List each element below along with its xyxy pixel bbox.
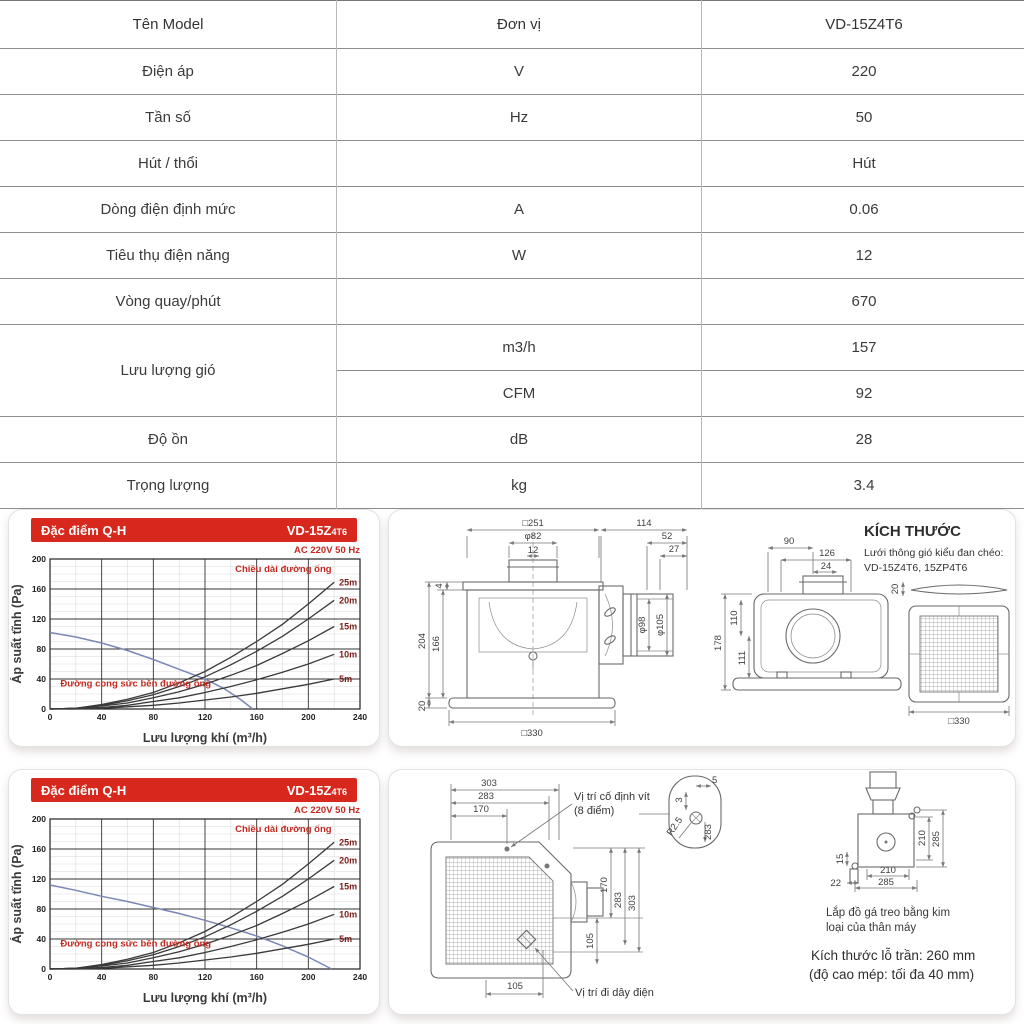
cards-area	[0, 497, 1024, 1024]
curve-label: 10m	[339, 909, 358, 920]
x-tick-label: 0	[47, 712, 53, 722]
row-label: Dòng điện định mức	[0, 187, 337, 233]
x-axis-title: Lưu lượng khí (m³/h)	[142, 991, 268, 1005]
curve-label: 5m	[339, 674, 353, 684]
x-tick-label: 160	[249, 712, 264, 722]
installation-drawing	[389, 770, 1015, 1014]
x-tick-label: 240	[352, 712, 368, 722]
dim-label-phi98: φ98	[637, 616, 648, 634]
row-unit: A	[337, 187, 702, 233]
x-tick-label: 200	[301, 972, 316, 982]
dimensions-title: KÍCH THƯỚC	[864, 523, 961, 540]
pipe-15m-curve	[50, 627, 334, 710]
x-tick-label: 40	[96, 972, 107, 982]
dim-label-top-170: 170	[473, 804, 489, 815]
row-label: Tiêu thụ điện năng	[0, 233, 337, 279]
row-label: Tần số	[0, 95, 337, 141]
bracket-dim-15: 15	[835, 853, 846, 865]
dim-label-110: 110	[729, 610, 740, 626]
chart-header-bar	[31, 778, 357, 802]
pipe-curve-annotation: Đường cong sức bền đường ống	[60, 938, 212, 950]
y-tick-label: 120	[31, 874, 46, 884]
row-value: 50	[702, 95, 1024, 141]
x-tick-label: 200	[301, 712, 316, 722]
y-tick-label: 200	[31, 554, 46, 564]
row-value: 28	[702, 417, 1024, 463]
qh-chart-card-2	[8, 769, 380, 1015]
curve-label: 10m	[339, 649, 358, 660]
dimensions-models: VD-15Z4T6, 15ZP4T6	[864, 562, 968, 574]
x-tick-label: 120	[197, 972, 213, 982]
dimensions-card	[388, 509, 1016, 747]
curve-label: 25m	[339, 837, 358, 848]
col-header-unit: Đơn vị	[496, 16, 541, 33]
row-unit	[337, 279, 702, 325]
y-axis-title: Áp suất tĩnh (Pa)	[10, 844, 24, 944]
table-row	[0, 187, 1024, 233]
qh-plot-2	[10, 803, 378, 1007]
row-value: 92	[702, 371, 1024, 417]
legend-title: Chiều dài đường ống	[235, 563, 332, 575]
row-value: Hút	[702, 141, 1024, 187]
dim-label-4: 4	[434, 583, 445, 589]
row-value: 12	[702, 233, 1024, 279]
row-label: Lưu lượng gió	[0, 325, 337, 417]
dim-label-phi105: φ105	[655, 613, 666, 637]
fan-curve-curve	[50, 885, 332, 969]
row-unit: dB	[337, 417, 702, 463]
table-row	[0, 417, 1024, 463]
curve-label: 20m	[339, 855, 358, 866]
qh-chart-card-1	[8, 509, 380, 747]
dim-label-114: 114	[636, 518, 652, 529]
row-unit: V	[337, 49, 702, 95]
dim-label-right-105: 105	[585, 933, 596, 949]
bracket-dim-right-285: 285	[931, 831, 942, 847]
y-tick-label: 160	[31, 584, 46, 594]
curve-label: 15m	[339, 881, 358, 892]
detail-dim-3: 3	[674, 797, 685, 803]
row-unit: m3/h	[337, 325, 702, 371]
table-row	[0, 279, 1024, 325]
dim-label-204: 204	[417, 633, 428, 649]
side-view-drawing	[417, 518, 687, 739]
y-tick-label: 80	[36, 904, 46, 914]
dim-label-24: 24	[820, 561, 832, 572]
dim-label-right-303: 303	[627, 895, 638, 911]
row-unit: Hz	[337, 95, 702, 141]
col-header-value: VD-15Z4T6	[702, 1, 1024, 49]
dim-label-grille-20: 20	[890, 583, 901, 595]
row-label: Điện áp	[0, 49, 337, 95]
dimensions-subtitle: Lưới thông gió kiểu đan chéo:	[864, 547, 1004, 559]
chart-model	[287, 783, 347, 798]
x-axis-title: Lưu lượng khí (m³/h)	[142, 731, 268, 745]
detail-dim-283: 283	[703, 824, 714, 840]
row-label: Trọng lượng	[0, 463, 337, 509]
dim-label-111: 111	[737, 650, 748, 666]
end-view-drawing	[713, 536, 901, 690]
dim-label-251: □251	[522, 518, 544, 529]
y-tick-label: 200	[31, 814, 46, 824]
dim-label-top-283: 283	[478, 791, 494, 802]
table-row	[0, 49, 1024, 95]
qh-plot-1	[10, 543, 378, 747]
dim-label-178: 178	[713, 635, 724, 651]
chart-condition: AC 220V 50 Hz	[293, 805, 360, 816]
ceiling-view-drawing	[431, 778, 654, 999]
dim-label-52: 52	[661, 531, 673, 542]
installation-card	[388, 769, 1016, 1015]
row-label: Độ ồn	[0, 417, 337, 463]
chart-model-sub: 4T6	[331, 786, 347, 797]
pipe-25m-curve	[50, 582, 334, 709]
x-tick-label: 240	[352, 972, 368, 982]
row-unit: CFM	[337, 371, 702, 417]
table-header-row	[0, 1, 1024, 49]
x-tick-label: 80	[148, 712, 159, 722]
x-tick-label: 40	[96, 712, 107, 722]
x-tick-label: 80	[148, 972, 159, 982]
pipe-15m-curve	[50, 887, 334, 970]
row-label: Hút / thổi	[0, 141, 337, 187]
row-unit	[337, 141, 702, 187]
chart-model-main: VD-15Z	[286, 522, 332, 538]
bracket-dim-bottom-285: 285	[878, 877, 894, 888]
chart-header-bar	[31, 518, 357, 542]
bracket-dim-22: 22	[830, 878, 841, 889]
dim-label-166: 166	[431, 636, 442, 652]
bracket-note-line2: loại của thân máy	[826, 922, 917, 934]
x-tick-label: 120	[197, 712, 213, 722]
table-row	[0, 95, 1024, 141]
row-value: 670	[702, 279, 1024, 325]
dim-label-grille-330: □330	[948, 716, 970, 727]
dim-label-20: 20	[417, 700, 428, 712]
curve-label: 20m	[339, 595, 358, 606]
chart-title: Đặc điểm Q-H	[41, 782, 127, 798]
dim-label-phi82: φ82	[524, 531, 542, 542]
table-row	[0, 233, 1024, 279]
screw-callout-line2: (8 điểm)	[574, 805, 615, 817]
table-row	[0, 141, 1024, 187]
x-tick-label: 160	[249, 972, 264, 982]
row-value: 157	[702, 325, 1024, 371]
row-value: 220	[702, 49, 1024, 95]
legend-title: Chiều dài đường ống	[235, 823, 332, 835]
detail-dim-5: 5	[712, 775, 718, 786]
y-tick-label: 160	[31, 844, 46, 854]
chart-model-main: VD-15Z	[286, 782, 332, 798]
chart-title: Đặc điểm Q-H	[41, 522, 127, 538]
ceiling-hole-note-line2: (độ cao mép: tối đa 40 mm)	[809, 967, 975, 982]
dim-label-top-303: 303	[481, 778, 497, 789]
grille-drawing	[890, 582, 1009, 727]
y-tick-label: 80	[36, 644, 46, 654]
y-tick-label: 40	[36, 674, 46, 684]
dimensions-drawing	[389, 510, 1015, 746]
dim-label-right-170: 170	[599, 877, 610, 893]
spec-table	[0, 0, 1024, 509]
bracket-dim-right-210: 210	[917, 830, 928, 846]
y-axis-title: Áp suất tĩnh (Pa)	[10, 584, 24, 684]
ceiling-hole-note-line1: Kích thước lỗ trần: 260 mm	[811, 948, 976, 963]
dim-label-right-283: 283	[613, 892, 624, 908]
curve-label: 15m	[339, 621, 358, 632]
row-value: 0.06	[702, 187, 1024, 233]
dim-label-90: 90	[783, 536, 795, 547]
bracket-note-line1: Lắp đồ gá treo bằng kim	[826, 907, 951, 919]
y-tick-label: 0	[41, 964, 46, 974]
chart-model-sub: 4T6	[331, 526, 347, 537]
row-unit: kg	[337, 463, 702, 509]
row-label: Vòng quay/phút	[0, 279, 337, 325]
chart-condition: AC 220V 50 Hz	[293, 545, 360, 556]
y-tick-label: 0	[41, 704, 46, 714]
bracket-dim-bottom-210: 210	[880, 865, 896, 876]
y-tick-label: 120	[31, 614, 46, 624]
col-header-model: Tên Model	[0, 1, 337, 49]
dim-label-12: 12	[527, 545, 539, 556]
curve-label: 25m	[339, 577, 358, 588]
bracket-drawing	[809, 772, 975, 982]
dim-label-330: □330	[521, 728, 543, 739]
kich-thuoc-title-block	[864, 522, 1003, 574]
row-unit: W	[337, 233, 702, 279]
y-tick-label: 40	[36, 934, 46, 944]
dim-label-27: 27	[668, 544, 680, 555]
chart-model	[287, 523, 347, 538]
pipe-curve-annotation: Đường cong sức bền đường ống	[60, 678, 212, 690]
row-value: 3.4	[702, 463, 1024, 509]
screw-detail-bubble	[639, 775, 721, 848]
detail-dim-r25: R2.5	[664, 815, 686, 838]
dim-label-126: 126	[819, 548, 835, 559]
curve-label: 5m	[339, 934, 353, 944]
wiring-callout: Vị trí đi dây điện	[575, 987, 654, 999]
table-row	[0, 325, 1024, 371]
dim-label-bottom-105: 105	[507, 981, 523, 992]
screw-callout-line1: Vị trí cố định vít	[574, 791, 650, 803]
x-tick-label: 0	[47, 972, 53, 982]
